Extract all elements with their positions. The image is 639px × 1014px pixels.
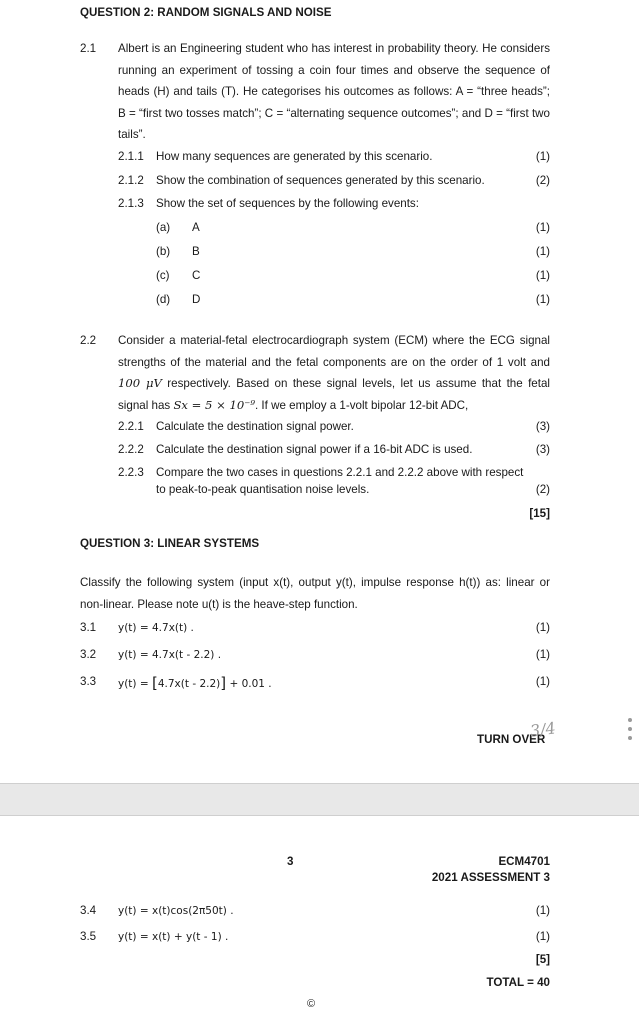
event-a-label: (a) xyxy=(156,221,171,234)
q34-marks: (1) xyxy=(535,904,550,917)
grand-total: TOTAL = 40 xyxy=(486,976,550,989)
q2-total: [15] xyxy=(529,507,550,520)
q32-formula: y(t) = 4.7x(t - 2.2) . xyxy=(118,649,222,661)
q223-line2: to peak-to-peak quantisation noise levels. xyxy=(156,483,370,496)
q212-marks: (2) xyxy=(535,174,550,187)
q22-text-b: respectively. Based on these signal levels, let us assume that the fetal signal has xyxy=(118,377,550,412)
event-b-label: (b) xyxy=(156,245,171,258)
q33-formula-a: y(t) = xyxy=(118,678,152,690)
q31-formula: y(t) = 4.7x(t) . xyxy=(118,622,194,634)
q3-heading: QUESTION 3: LINEAR SYSTEMS xyxy=(80,537,260,550)
q35-formula: y(t) = x(t) + y(t - 1) . xyxy=(118,931,229,943)
more-options-icon[interactable] xyxy=(626,718,634,745)
q211-text: How many sequences are generated by this scenario. xyxy=(156,150,433,163)
q3-subtotal: [5] xyxy=(535,953,550,966)
event-c-label: (c) xyxy=(156,269,170,282)
q22-formula: Sx = 5 × 10⁻⁹ xyxy=(173,397,255,412)
q22-text xyxy=(118,330,550,416)
q212-text: Show the combination of sequences generated by this scenario. xyxy=(156,174,485,187)
q2-heading: QUESTION 2: RANDOM SIGNALS AND NOISE xyxy=(80,6,332,19)
q223-number: 2.2.3 xyxy=(118,466,144,479)
q33-formula-b: 4.7x(t - 2.2) xyxy=(157,678,221,690)
q22-number: 2.2 xyxy=(80,334,97,347)
q33-number: 3.3 xyxy=(80,675,97,688)
event-c: C xyxy=(192,269,201,282)
q34-number: 3.4 xyxy=(80,904,97,917)
q32-number: 3.2 xyxy=(80,648,97,661)
q31-marks: (1) xyxy=(535,621,550,634)
event-a: A xyxy=(192,221,200,234)
course-code: ECM4701 xyxy=(498,855,550,868)
q35-marks: (1) xyxy=(535,930,550,943)
q222-text: Calculate the destination signal power if a 16-bit ADC is used. xyxy=(156,443,473,456)
q221-number: 2.2.1 xyxy=(118,420,144,433)
copyright-icon: © xyxy=(307,998,316,1010)
event-b-marks: (1) xyxy=(535,245,550,258)
q221-marks: (3) xyxy=(535,420,550,433)
q3-intro: Classify the following system (input x(t), output y(t), impulse response h(t)) as: linear or non-linear. Please note u(t) is the heave-step function. xyxy=(80,576,550,611)
q21-text: Albert is an Engineering student who has interest in probability theory. He considers running an experiment of tossing a coin four times and observe the sequence of heads (H) and tails (T). He categorises his outcomes as follows: A = “three heads”; B = “first two tosses match”; C = “alternating sequence outcomes”; and D = “first two tails”. xyxy=(118,42,550,141)
q21-number: 2.1 xyxy=(80,42,97,55)
event-d-label: (d) xyxy=(156,293,171,306)
handwritten-note: 3/4 xyxy=(528,718,557,741)
q212-number: 2.1.2 xyxy=(118,174,144,187)
q213-number: 2.1.3 xyxy=(118,197,144,210)
q223-line1: Compare the two cases in questions 2.2.1 and 2.2.2 above with respect xyxy=(156,466,524,479)
page-number: 3 xyxy=(287,855,294,868)
q35-number: 3.5 xyxy=(80,930,97,943)
q34-formula: y(t) = x(t)cos(2π50t) . xyxy=(118,905,234,917)
event-a-marks: (1) xyxy=(535,221,550,234)
q222-number: 2.2.2 xyxy=(118,443,144,456)
q31-number: 3.1 xyxy=(80,621,97,634)
event-d: D xyxy=(192,293,201,306)
page-separator xyxy=(0,783,639,816)
q213-text: Show the set of sequences by the following events: xyxy=(156,197,419,210)
q223-marks: (2) xyxy=(535,483,550,496)
event-c-marks: (1) xyxy=(535,269,550,282)
q33-marks: (1) xyxy=(535,675,550,688)
q32-marks: (1) xyxy=(535,648,550,661)
q33-formula-c: + 0.01 . xyxy=(226,678,272,690)
q211-number: 2.1.1 xyxy=(118,150,144,163)
q33-formula: y(t) = [4.7x(t - 2.2)] + 0.01 . xyxy=(118,674,272,692)
q22-text-a: Consider a material-fetal electrocardiograph system (ECM) where the ECG signal strengths of the material and the fetal components are on the order of 1 volt and xyxy=(118,334,550,369)
q221-text: Calculate the destination signal power. xyxy=(156,420,354,433)
event-d-marks: (1) xyxy=(535,293,550,306)
q22-text-c: . If we employ a 1-volt bipolar 12-bit ADC, xyxy=(254,398,469,412)
assessment-label: 2021 ASSESSMENT 3 xyxy=(431,871,550,884)
q211-marks: (1) xyxy=(535,150,550,163)
q222-marks: (3) xyxy=(535,443,550,456)
turn-over: TURN OVER xyxy=(477,733,546,746)
event-b: B xyxy=(192,245,200,258)
q22-unit: 100 μV xyxy=(118,376,162,390)
